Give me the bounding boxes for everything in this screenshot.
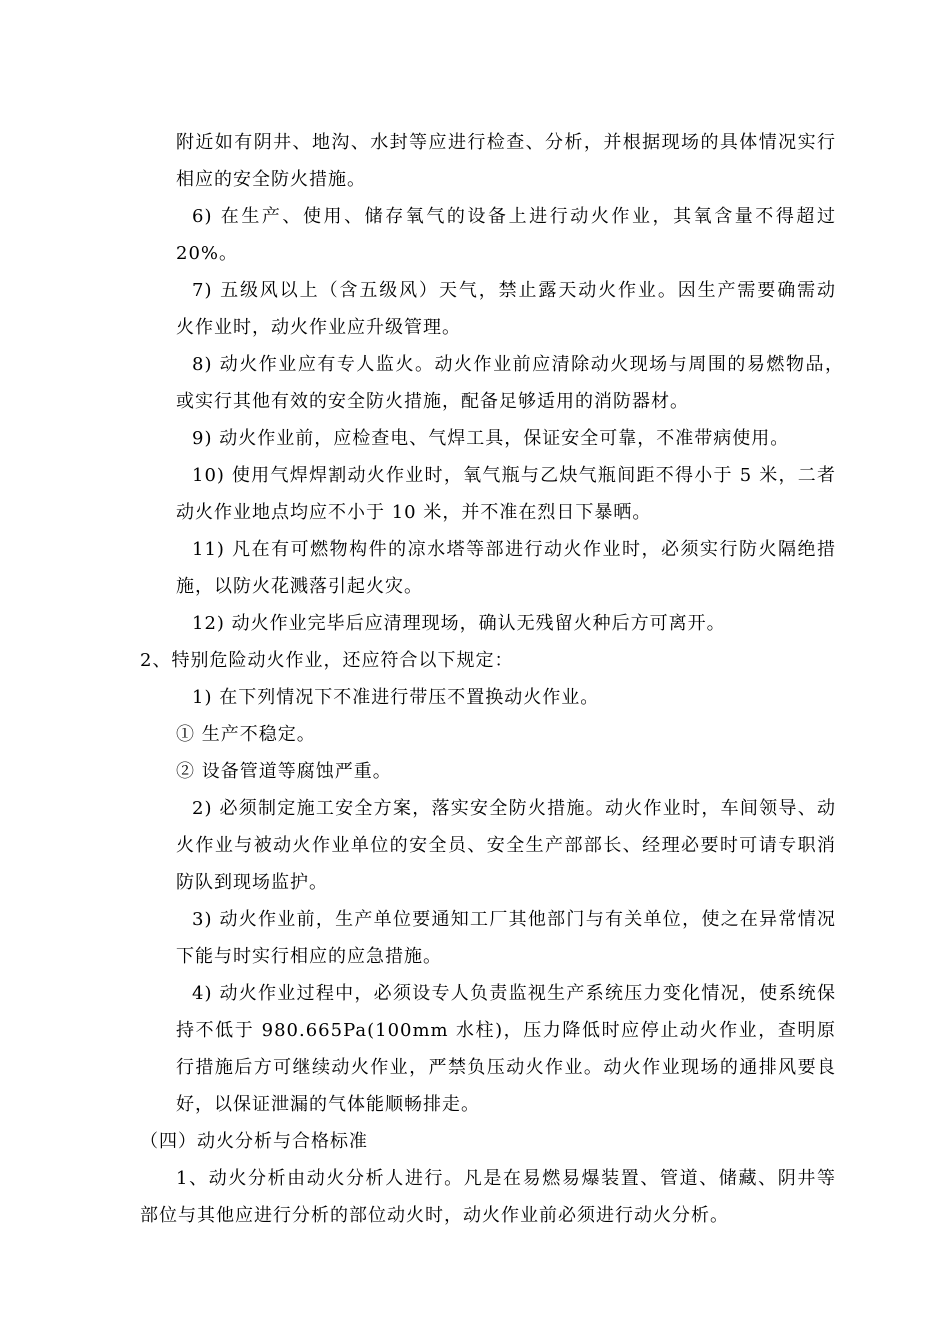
- text-line: 火作业与被动火作业单位的安全员、安全生产部部长、经理必要时可请专职消: [176, 835, 836, 856]
- text-line: 8) 动火作业应有专人监火。动火作业前应清除动火现场与周围的易燃物品，: [192, 354, 844, 375]
- text-line: 动火作业地点均应不小于 10 米，并不准在烈日下暴晒。: [176, 502, 652, 523]
- section-heading: （四）动火分析与合格标准: [140, 1131, 368, 1152]
- text-line: 下能与时实行相应的应急措施。: [176, 946, 442, 967]
- text-line: 7) 五级风以上（含五级风）天气，禁止露天动火作业。因生产需要确需动: [192, 280, 836, 301]
- text-line: 9) 动火作业前，应检查电、气焊工具，保证安全可靠，不准带病使用。: [192, 428, 790, 449]
- text-line: 防队到现场监护。: [176, 872, 328, 893]
- text-line: 1) 在下列情况下不准进行带压不置换动火作业。: [192, 687, 600, 708]
- text-line: 20%。: [176, 243, 239, 264]
- text-line: 持不低于 980.665Pa(100mm 水柱)，压力降低时应停止动火作业，查明原: [176, 1020, 836, 1041]
- text-line: 相应的安全防火措施。: [176, 169, 366, 190]
- text-line: 2) 必须制定施工安全方案，落实安全防火措施。动火作业时，车间领导、动: [192, 798, 836, 819]
- text-line: 火作业时，动火作业应升级管理。: [176, 317, 461, 338]
- list-item: ① 生产不稳定。: [176, 724, 316, 745]
- section-heading: 2、特别危险动火作业，还应符合以下规定：: [140, 650, 514, 671]
- text-line: 1、动火分析由动火分析人进行。凡是在易燃易爆装置、管道、储藏、阴井等: [176, 1168, 836, 1189]
- text-line: 12) 动火作业完毕后应清理现场，确认无残留火种后方可离开。: [192, 613, 726, 634]
- list-item: ② 设备管道等腐蚀严重。: [176, 761, 392, 782]
- text-line: 3) 动火作业前，生产单位要通知工厂其他部门与有关单位，使之在异常情况: [192, 909, 836, 930]
- text-line: 部位与其他应进行分析的部位动火时，动火作业前必须进行动火分析。: [140, 1205, 729, 1226]
- text-line: 11) 凡在有可燃物构件的凉水塔等部进行动火作业时，必须实行防火隔绝措: [192, 539, 836, 560]
- text-line: 4) 动火作业过程中，必须设专人负责监视生产系统压力变化情况，使系统保: [192, 983, 836, 1004]
- text-line: 10) 使用气焊焊割动火作业时，氧气瓶与乙炔气瓶间距不得小于 5 米，二者: [192, 465, 836, 486]
- text-line: 施，以防火花溅落引起火灾。: [176, 576, 423, 597]
- text-line: 6) 在生产、使用、储存氧气的设备上进行动火作业，其氧含量不得超过: [192, 206, 836, 227]
- text-line: 或实行其他有效的安全防火措施，配备足够适用的消防器材。: [176, 391, 689, 412]
- text-line: 附近如有阴井、地沟、水封等应进行检查、分析，并根据现场的具体情况实行: [176, 132, 836, 153]
- text-line: 行措施后方可继续动火作业，严禁负压动火作业。动火作业现场的通排风要良: [176, 1057, 836, 1078]
- text-line: 好，以保证泄漏的气体能顺畅排走。: [176, 1094, 480, 1115]
